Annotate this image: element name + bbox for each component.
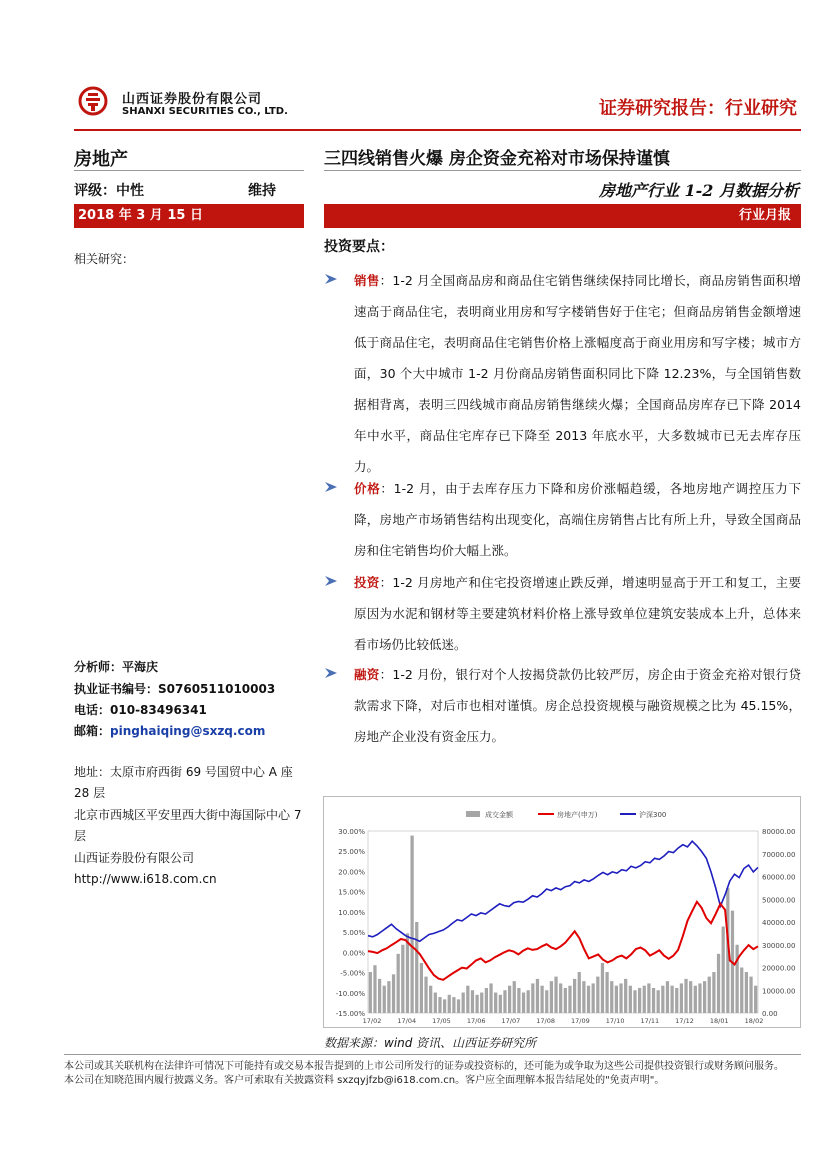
bullet-key: 融资 (354, 667, 380, 682)
volume-bar (573, 979, 576, 1013)
real-estate-line (368, 902, 758, 980)
arrow-bullet-icon (324, 272, 338, 286)
x-tick-label: 18/01 (709, 1017, 729, 1025)
volume-bar (712, 972, 715, 1013)
address-company: 山西证券股份有限公司 (74, 851, 195, 865)
y-left-tick-label: -10.00% (335, 989, 365, 998)
y-right-tick-label: 80000.00 (762, 828, 796, 836)
x-tick-label: 17/10 (605, 1017, 625, 1025)
volume-bar (531, 983, 534, 1013)
volume-bar (661, 986, 664, 1013)
volume-bar (410, 836, 413, 1013)
company-name-en: SHANXI SECURITIES CO., LTD. (122, 106, 288, 117)
y-right-tick-label: 20000.00 (762, 964, 796, 973)
bullet-text: ：1-2 月份，银行对个人按揭贷款仍比较严厉，房企由于资金充裕对银行贷款需求下降，对后市也相对谨慎。房企总投资规模与融资规模之比为 45.15%，房地产企业没有资金压力。 (354, 667, 801, 744)
volume-bar (680, 983, 683, 1013)
legend-label: 沪深300 (639, 811, 667, 819)
bullet-key: 销售 (354, 273, 380, 288)
y-right-tick-label: 70000.00 (762, 850, 796, 859)
volume-bar (694, 986, 697, 1013)
y-left-tick-label: 20.00% (338, 868, 365, 877)
volume-bar (559, 983, 562, 1013)
volume-bar (550, 981, 553, 1013)
bullet-text: ：1-2 月全国商品房和商品住宅销售继续保持同比增长，商品房销售面积增速高于商品住宅，表明商业用房和写字楼销售好于住宅；但商品房销售金额增速低于商品住宅，表明商品住宅销售价格上涨幅度高于商业用房和写字楼；城市方面，30 个大中城市 1-2 月份商品房销售面积同比下降 12.23%，与全国销售数据相背离，表明三四线城市商品房销售继续火爆；全国商品房库存已下降 2014 年中水平，商品住宅库存已下降至 2013 年底水平，大多数城市已无去库存压力。 (354, 273, 801, 474)
volume-bar (629, 986, 632, 1013)
volume-bar (387, 981, 390, 1013)
cert-label: 执业证书编号： (74, 682, 159, 696)
volume-bar (745, 972, 748, 1013)
bullet-key: 投资 (354, 575, 380, 590)
rating-value: 维持 (248, 183, 276, 199)
report-type: 证券研究报告：行业研究 (599, 98, 797, 119)
y-left-tick-label: -15.00% (335, 1010, 365, 1018)
volume-bar (638, 988, 641, 1013)
footer-divider (64, 1054, 801, 1055)
arrow-bullet-icon (324, 480, 338, 494)
y-left-tick-label: 0.00% (342, 949, 365, 958)
y-left-tick-label: 30.00% (338, 828, 365, 836)
volume-bar (698, 983, 701, 1013)
bullet-financing (324, 659, 801, 752)
volume-bar (434, 993, 437, 1013)
hs300-line (368, 841, 758, 941)
volume-bar (735, 945, 738, 1013)
volume-bar (545, 990, 548, 1013)
volume-bar (471, 990, 474, 1013)
investment-points-title: 投资要点： (324, 239, 394, 255)
analyst-name-row (74, 658, 314, 675)
volume-bar (578, 972, 581, 1013)
volume-bar (494, 993, 497, 1013)
volume-bar (406, 933, 409, 1013)
market-chart (323, 796, 801, 1028)
bullet-key: 价格 (354, 481, 381, 496)
sector-title: 房地产 (74, 149, 128, 170)
volume-bar (480, 993, 483, 1013)
volume-bar (624, 979, 627, 1013)
volume-bar (369, 972, 372, 1013)
volume-bar (448, 995, 451, 1013)
volume-bar (605, 972, 608, 1013)
y-left-tick-label: -5.00% (340, 969, 365, 978)
volume-bar (522, 993, 525, 1013)
volume-bar (392, 974, 395, 1013)
rating-label: 评级：中性 (74, 183, 144, 199)
x-tick-label: 17/04 (397, 1017, 417, 1025)
volume-bar (717, 954, 720, 1013)
x-tick-label: 17/08 (536, 1017, 556, 1025)
phone-number: 010-83496341 (110, 703, 207, 717)
disclaimer: 本公司或其关联机构在法律许可情况下可能持有或交易本报告提到的上市公司所发行的证券或投资标的，还可能为或争取为这些公司提供投资银行或财务顾问服务。本公司在知晓范围内履行披露义务。客户可索取有关披露资料 sxzqyjfzb@i618.com.cn。客户应全面理解本报告结尾处的"免责声明"。 (64, 1061, 784, 1086)
y-left-tick-label: 15.00% (338, 888, 365, 897)
y-right-tick-label: 0.00 (762, 1010, 778, 1018)
y-right-tick-label: 40000.00 (762, 919, 796, 927)
volume-bar (485, 988, 488, 1013)
related-research: 相关研究： (74, 252, 135, 266)
volume-bar (536, 979, 539, 1013)
x-tick-label: 17/07 (501, 1017, 521, 1025)
volume-bar (540, 986, 543, 1013)
y-right-tick-label: 30000.00 (762, 941, 796, 950)
legend-label: 房地产(申万) (557, 811, 598, 819)
volume-bar (527, 990, 530, 1013)
volume-bar (475, 995, 478, 1013)
volume-bar (657, 990, 660, 1013)
volume-bar (666, 981, 669, 1013)
x-tick-label: 17/02 (362, 1017, 382, 1025)
volume-bar (378, 979, 381, 1013)
volume-bar (582, 981, 585, 1013)
volume-bar (499, 995, 502, 1013)
volume-bar (689, 981, 692, 1013)
analyst-phone-row (74, 701, 314, 718)
volume-bar (452, 997, 455, 1013)
volume-bar (703, 981, 706, 1013)
phone-label: 电话： (74, 703, 111, 717)
report-kind: 行业月报 (324, 204, 801, 228)
x-tick-label: 17/11 (640, 1017, 660, 1025)
volume-bar (466, 986, 469, 1013)
volume-bar (489, 983, 492, 1013)
y-left-tick-label: 10.00% (338, 908, 365, 917)
bullet-text: ：1-2 月房地产和住宅投资增速止跌反弹，增速明显高于开工和复工，主要原因为水泥和钢材等主要建筑材料价格上涨导致单位建筑安装成本上升，总体来看市场仍比较低迷。 (354, 575, 801, 652)
volume-bar (383, 986, 386, 1013)
headline: 三四线销售火爆 房企资金充裕对市场保持谨慎 (324, 149, 670, 169)
volume-bar (615, 986, 618, 1013)
volume-bar (438, 997, 441, 1013)
volume-bar (443, 999, 446, 1013)
volume-bar (601, 963, 604, 1013)
x-tick-label: 17/05 (432, 1017, 451, 1025)
volume-bar (643, 986, 646, 1013)
website-link[interactable]: http://www.i618.com.cn (74, 872, 217, 886)
email-link[interactable]: pinghaiqing@sxzq.com (110, 724, 266, 738)
volume-bar (568, 986, 571, 1013)
y-left-tick-label: 25.00% (338, 848, 365, 857)
volume-bar (652, 988, 655, 1013)
subtitle: 房地产行业 1-2 月数据分析 (598, 181, 799, 200)
company-logo-icon (78, 86, 108, 116)
volume-bar (508, 986, 511, 1013)
volume-bar (397, 954, 400, 1013)
volume-bar (373, 965, 376, 1013)
analyst-name: 平海庆 (122, 660, 159, 674)
volume-bar (564, 988, 567, 1013)
chart-svg (324, 797, 800, 1027)
volume-bar (554, 977, 557, 1013)
volume-bar (740, 968, 743, 1014)
bullet-price (324, 473, 801, 566)
report-date: 2018 年 3 月 15 日 (74, 204, 304, 228)
analyst-name-label: 分析师： (74, 660, 123, 674)
volume-bar (415, 922, 418, 1013)
address-line-1: 地址：太原市府西街 69 号国贸中心 A 座 28 层 (74, 765, 293, 800)
volume-bar (708, 977, 711, 1013)
volume-bar (424, 977, 427, 1013)
volume-bar (754, 986, 757, 1013)
y-right-tick-label: 10000.00 (762, 987, 796, 996)
bullet-investment (324, 567, 801, 660)
legend-label: 成交金额 (485, 811, 513, 819)
volume-bar (457, 999, 460, 1013)
left-divider (74, 170, 304, 171)
legend-swatch (466, 811, 480, 817)
x-tick-label: 17/09 (570, 1017, 590, 1025)
analyst-cert-row (74, 680, 314, 697)
volume-bar (513, 981, 516, 1013)
bullet-text: ：1-2 月，由于去库存压力下降和房价涨幅趋缓，各地房地产调控压力下降，房地产市场销售结构出现变化，高端住房销售占比有所上升，导致全国商品房和住宅销售均价大幅上涨。 (354, 481, 801, 558)
volume-bar (722, 927, 725, 1013)
address-line-2: 北京市西城区平安里西大街中海国际中心 7 层 (74, 808, 302, 843)
volume-bar (647, 983, 650, 1013)
x-tick-label: 18/02 (744, 1017, 764, 1025)
volume-bar (596, 977, 599, 1013)
y-left-tick-label: 5.00% (342, 929, 365, 938)
volume-bar (462, 993, 465, 1013)
arrow-bullet-icon (324, 574, 338, 588)
volume-bar (749, 977, 752, 1013)
volume-bar (592, 983, 595, 1013)
bullet-sales (324, 265, 801, 482)
y-right-tick-label: 50000.00 (762, 896, 796, 905)
arrow-bullet-icon (324, 666, 338, 680)
x-tick-label: 17/06 (466, 1017, 486, 1025)
volume-bar (503, 990, 506, 1013)
volume-bar (619, 983, 622, 1013)
right-divider (324, 170, 801, 171)
x-tick-label: 17/12 (675, 1017, 694, 1025)
cert-number: S0760511010003 (158, 682, 276, 696)
email-label: 邮箱： (74, 724, 111, 738)
volume-bar (420, 963, 423, 1013)
analyst-email-row (74, 722, 314, 739)
volume-bar (610, 981, 613, 1013)
volume-bar (684, 979, 687, 1013)
header-divider (74, 129, 801, 131)
volume-bar (675, 988, 678, 1013)
volume-bar (633, 990, 636, 1013)
volume-bar (587, 986, 590, 1013)
volume-bar (670, 986, 673, 1013)
volume-bar (517, 988, 520, 1013)
volume-bar (401, 945, 404, 1013)
chart-source: 数据来源：wind 资讯、山西证券研究所 (324, 1036, 537, 1050)
y-right-tick-label: 60000.00 (762, 873, 796, 882)
volume-bar (429, 986, 432, 1013)
company-name-cn: 山西证券股份有限公司 (122, 92, 263, 107)
